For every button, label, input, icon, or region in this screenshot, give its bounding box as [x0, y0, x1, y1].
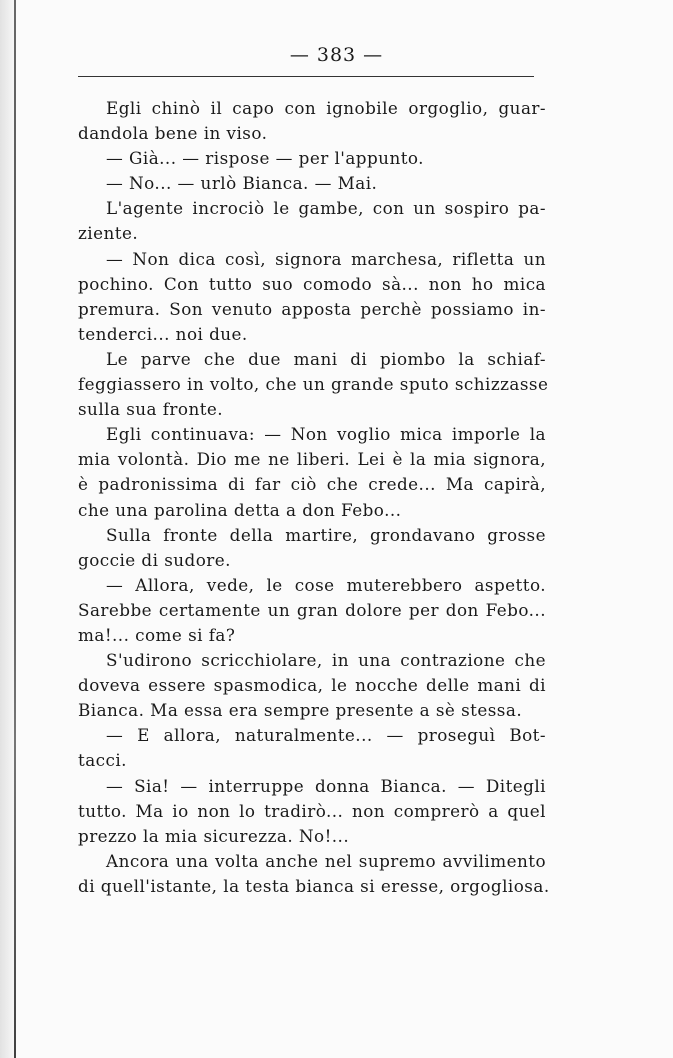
text-line: S'udirono scricchiolare, in una contrazione che: [106, 650, 546, 671]
text-line: feggiassero in volto, che un grande sputo schizzasse: [78, 374, 549, 395]
text-line: — Allora, vede, le cose muterebbero aspetto.: [106, 574, 546, 595]
text-line: L'agente incrociò le gambe, con un sospiro pa-: [106, 198, 546, 219]
text-line: Egli continuava: — Non voglio mica imporle la: [106, 424, 546, 445]
text-line: dandola bene in viso.: [78, 123, 268, 144]
body-text: [78, 96, 550, 899]
text-line: — Già... — rispose — per l'appunto.: [106, 148, 424, 169]
text-line: — Non dica così, signora marchesa, rifletta un: [106, 248, 546, 269]
text-line: — No... — urlò Bianca. — Mai.: [106, 173, 378, 194]
text-line: tacci.: [78, 750, 127, 771]
text-line: Sarebbe certamente un gran dolore per don Febo...: [78, 599, 546, 620]
text-line: goccie di sudore.: [78, 549, 231, 570]
text-line: — E allora, naturalmente... — proseguì Bot-: [106, 725, 546, 746]
text-line: Bianca. Ma essa era sempre presente a sè stessa.: [78, 700, 523, 721]
text-line: ziente.: [78, 223, 139, 244]
text-line: Ancora una volta anche nel supremo avvilimento: [106, 850, 546, 871]
text-line: prezzo la mia sicurezza. No!...: [78, 825, 350, 846]
text-line: Sulla fronte della martire, grondavano grosse: [106, 524, 546, 545]
text-line: pochino. Con tutto suo comodo sà... non ho mica: [78, 273, 546, 294]
text-line: Le parve che due mani di piombo la schiaf-: [106, 348, 546, 369]
header-rule: [78, 76, 534, 77]
text-line: — Sia! — interruppe donna Bianca. — Ditegli: [106, 775, 546, 796]
text-line: mia volontà. Dio me ne liberi. Lei è la mia signora,: [78, 449, 546, 470]
page-number: — 383 —: [289, 44, 384, 66]
text-line: premura. Son venuto apposta perchè possiamo in-: [78, 298, 546, 319]
page-gutter-shadow: [0, 0, 14, 1058]
text-line: tutto. Ma io non lo tradirò... non comprerò a quel: [78, 800, 546, 821]
text-line: che una parolina detta a don Febo...: [78, 499, 402, 520]
page-binding-edge: [14, 0, 16, 1058]
text-line: ma!... come si fa?: [78, 624, 236, 645]
text-line: di quell'istante, la testa bianca si eresse, orgogliosa.: [78, 875, 550, 896]
text-line: doveva essere spasmodica, le nocche delle mani di: [78, 675, 546, 696]
text-line: Egli chinò il capo con ignobile orgoglio, guar-: [106, 98, 546, 118]
text-line: è padronissima di far ciò che crede... Ma capirà,: [78, 474, 546, 495]
text-line: sulla sua fronte.: [78, 399, 224, 420]
text-line: tenderci... noi due.: [78, 323, 248, 344]
